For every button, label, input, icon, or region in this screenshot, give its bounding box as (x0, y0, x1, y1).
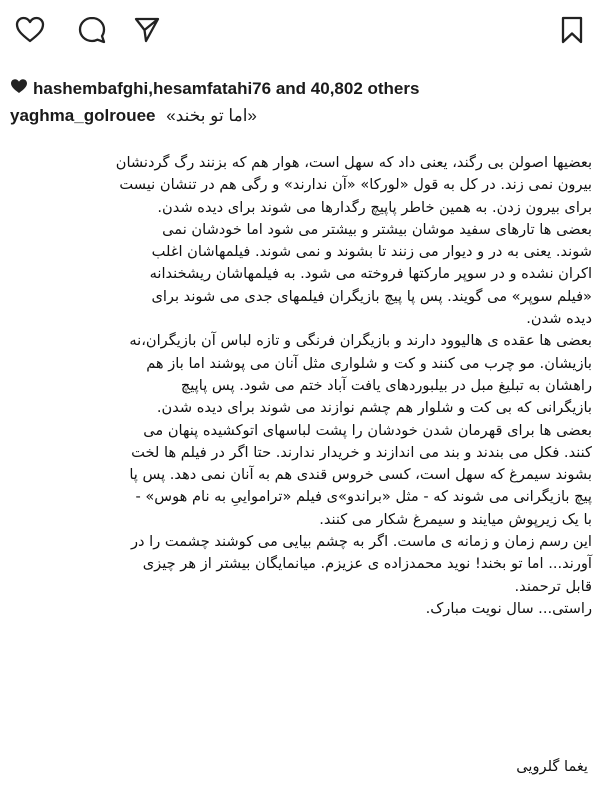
caption-line: «فیلم سوپر» می گویند. پس پا پیچ بازیگران فیلمهای جدی می شوند برای (151, 287, 592, 305)
caption-line: آورند... اما تو بخند! نوید محمدزاده ی عزیزم. میانمایگان بیشتر از هر چیزی (142, 555, 592, 573)
caption-username[interactable]: yaghma_golrouee (10, 106, 156, 125)
likes-separator: , (148, 78, 153, 98)
caption-line: راستی... سال نویت مبارک. (425, 599, 592, 617)
caption-header (10, 106, 590, 126)
save-button[interactable] (556, 14, 588, 46)
bookmark-icon (560, 15, 584, 45)
comment-icon (77, 15, 107, 45)
heart-icon (15, 16, 45, 44)
caption-line: این رسم زمان و زمانه ی ماست. اگر به چشم بیایی می کوشند چشمت را در (130, 533, 592, 551)
likes-summary (10, 78, 590, 99)
caption-signature: یغما گلرویی (516, 758, 588, 775)
caption-line: بشوند سیمرغ که سهل است، کسی خروس قندی هم به آنان نمی دهد. پس پا (129, 466, 592, 484)
caption-line: شوند. یعنی به در و دیوار می زنند تا بشوند و نمی شوند. فیلمهاشان اغلب (151, 243, 592, 261)
caption-body (8, 152, 592, 620)
caption-line: با یک زیرپوش میایند و سیمرغ شکار می کنند. (319, 510, 592, 528)
caption-line: بیرون نمی زند. در کل به قول «لورکا» «آن ندارند» و رگی هم در تنشان نیست (119, 176, 592, 194)
likes-count[interactable]: 40,802 (310, 78, 363, 98)
caption-line: دیده شدن. (526, 310, 592, 328)
liked-heart-icon (10, 78, 28, 99)
paper-plane-icon (133, 16, 161, 44)
post-actions-bar (0, 0, 600, 62)
caption-line: بعضی ها برای قهرمان شدن خودشان را پشت لباسهای اتوکشیده پنهان می (143, 421, 592, 439)
caption-line: بعضی ها تارهای سفید موشان بیشتر و بیشتر می شود اما خودشان نمی (162, 220, 592, 238)
liker-username-1[interactable]: hashembafghi (33, 78, 149, 98)
comment-button[interactable] (76, 14, 108, 46)
caption-line: کنند. فکل می بندند و بند می اندازند و خریدار ندارند. حتا اگر در فیلم ها لخت (131, 443, 592, 461)
share-button[interactable] (131, 14, 163, 46)
caption-line: بازیگرانی که بی کت و شلوار هم چشم نوازند می شوند برای دیده شدن. (156, 399, 592, 417)
caption-line: بعضیها اصولن بی رگند، یعنی داد که سهل است، هوار هم که بزنند رگ گردنشان (115, 154, 592, 171)
caption-line: بعضی ها عقده ی هالیوود دارند و بازیگران فرنگی و تازه لباس آن بازیگران،نه (129, 332, 592, 350)
caption-line: راهشان به تبلیغ مبل در بیلبوردهای یافت آباد ختم می شود. پس پاپیچ (180, 376, 592, 394)
liker-username-2[interactable]: hesamfatahi76 (152, 78, 272, 98)
caption-line: اکران نشده و در سوپر مارکتها فروخته می شود. به فیلمهاشان ریشخندانه (149, 265, 592, 283)
likes-and: and (271, 78, 311, 98)
caption-line: بازیشان. مو چرب می کنند و کت و شلواری مثل آنان می پوشند اما باز هم (146, 354, 592, 372)
caption-line: برای بیرون زدن. به همین خاطر پاپیچ رگدارها می شوند برای دیده شدن. (157, 198, 592, 216)
caption-intro: «اما تو بخند» (166, 106, 257, 125)
likes-others: others (362, 78, 420, 98)
like-button[interactable] (14, 14, 46, 46)
caption-line: قابل ترحمند. (514, 577, 592, 595)
caption-line: پیچ بازیگرانی می شوند که - مثل «براندو»ی فیلم «ترامواییِ به نام هوس» - (135, 488, 592, 506)
